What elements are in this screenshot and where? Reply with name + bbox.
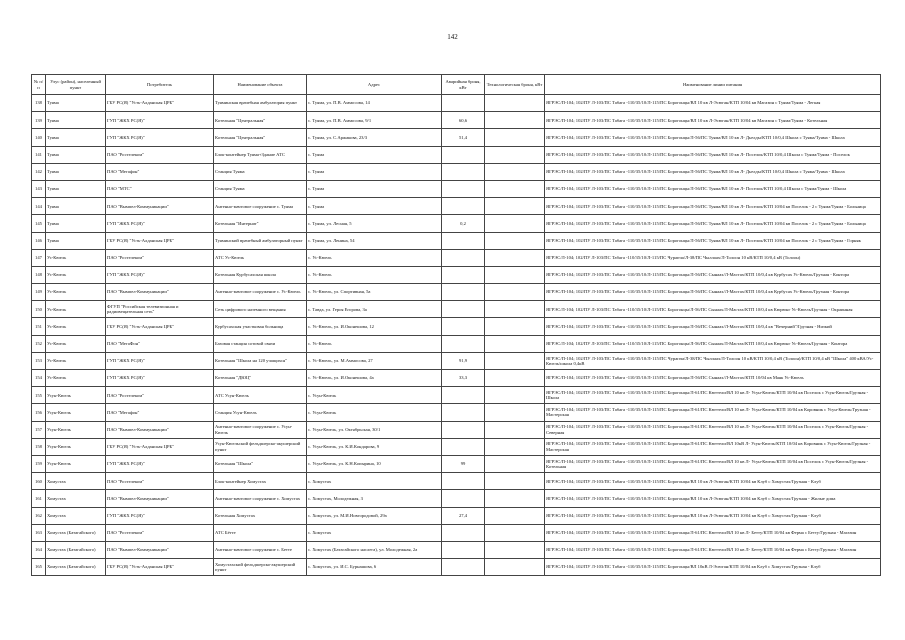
row-tech-power <box>485 524 545 541</box>
table-row <box>32 129 881 146</box>
row-supply-line: ЯГРЭС/П-104; 102/ПУ Л-103/ПС Табага -110/35/10/Л-115/ПС Борогонцы/Л-56/ПС Туяма/ВЛ 10 кв Л- Поселок/КТП 10/04 кв Поселок - 2 с Туяма/Туяма - Горняк <box>545 232 881 249</box>
table-body <box>32 95 881 576</box>
row-address: с. Ус-Кюель <box>307 335 442 352</box>
row-emergency-power <box>442 559 485 576</box>
row-consumer: ГУП "ЖКХ РС(Я)" <box>106 129 214 146</box>
row-emergency-power <box>442 335 485 352</box>
row-number: 141 <box>32 146 46 163</box>
table-row <box>32 284 881 301</box>
row-object: Котельная "ДЮЦ" <box>214 370 307 387</box>
table-row <box>32 370 881 387</box>
table-row <box>32 249 881 266</box>
row-object: Антенно-мачтовое сооружение с. Ус-Кюель <box>214 284 307 301</box>
table-row <box>32 301 881 318</box>
row-object: АТС Ус-Кюель <box>214 249 307 266</box>
row-number: 146 <box>32 232 46 249</box>
row-object: Сеть цифрового наземного вещания <box>214 301 307 318</box>
row-tech-power <box>485 249 545 266</box>
consumers-table <box>31 74 881 576</box>
row-tech-power <box>485 490 545 507</box>
row-consumer: ПАО "Вымпел-Коммуникации" <box>106 284 214 301</box>
row-ulus: Ус-Кюель <box>46 352 106 369</box>
row-address: с. Усун-Кюель <box>307 404 442 421</box>
row-ulus: Хомустах <box>46 507 106 524</box>
row-tech-power <box>485 180 545 197</box>
row-address: с. Усун-Кюель, ул. К.Н.Копырина, 10 <box>307 455 442 472</box>
row-address: с. Туяма <box>307 180 442 197</box>
row-address: с. Туяма, ул. Лесная, 5 <box>307 215 442 232</box>
row-emergency-power <box>442 95 485 112</box>
row-consumer: ПАО "Ростелеком" <box>106 387 214 404</box>
row-number: 154 <box>32 370 46 387</box>
row-tech-power <box>485 455 545 472</box>
row-tech-power <box>485 318 545 335</box>
row-number: 142 <box>32 163 46 180</box>
row-consumer: ГУП "ЖКХ РС(Я)" <box>106 112 214 129</box>
row-address: с. Ус-Кюель <box>307 249 442 266</box>
table-row <box>32 404 881 421</box>
row-supply-line: ЯГРЭС/П-104; 102/ПУ Л-103/ПС Табага -110/35/10/Л-115/ПС Борогонцы/Л-56/ПС Туяма/ВЛ 10 кв Л- Поселок/КТП 10/04 кв Поселок - 2 с Туяма/Туяма - Больница <box>545 215 881 232</box>
row-emergency-power <box>442 438 485 455</box>
row-object: Котельная "Центральная" <box>214 112 307 129</box>
row-object: Антенно-мачтовое сооружение с. Туяма <box>214 198 307 215</box>
row-consumer: ПАО "Ростелеком" <box>106 473 214 490</box>
row-number: 157 <box>32 421 46 438</box>
row-supply-line: ЯГРЭС/П-104; 102/ПУ Л-103/ПС Табага -110/35/10/Л-115/ПС Борогонцы/Л-56/ПС Сынаах/Л-Мастах/КТП 10/0,4 кв Курбусах Ус-Кюель/Грузная - Контора <box>545 284 881 301</box>
table-row <box>32 95 881 112</box>
row-ulus: Хомустах (Батагайского) <box>46 524 106 541</box>
table-row <box>32 198 881 215</box>
row-supply-line: ЯГРЭС/П-104; 102/ПУ Л-103/ПС Табага -110/35/10/Л-115/ПС Борогонцы/Л-61/ПС Кюттели/ВЛ 10 кв Л- Бетту/КТП 10/04 кв Ферма с Бетту/Грузная - Магазин <box>545 541 881 558</box>
row-address: с. Туяма <box>307 163 442 180</box>
row-tech-power <box>485 198 545 215</box>
row-consumer: ПАО "Ростелеком" <box>106 249 214 266</box>
header-supply-line: Наименование линии питания <box>545 75 881 95</box>
row-ulus: Хомустах <box>46 490 106 507</box>
row-consumer: ФГУП "Российская телевизионная и радиовещательная сеть" <box>106 301 214 318</box>
row-emergency-power <box>442 387 485 404</box>
row-consumer: ПАО "Вымпел-Коммуникации" <box>106 490 214 507</box>
row-address: с. Хомустах <box>307 524 442 541</box>
row-ulus: Туяма <box>46 198 106 215</box>
row-emergency-power <box>442 232 485 249</box>
row-emergency-power: 51,4 <box>442 129 485 146</box>
row-address: с. Туяма <box>307 146 442 163</box>
row-emergency-power <box>442 473 485 490</box>
row-tech-power <box>485 473 545 490</box>
row-ulus: Усун-Кюель <box>46 455 106 472</box>
table-row <box>32 524 881 541</box>
row-address: с. Хомустах, ул. М.И.Новгородовой, 29а <box>307 507 442 524</box>
row-address: с. Хомустах, Молодежная, 3 <box>307 490 442 507</box>
row-emergency-power <box>442 421 485 438</box>
row-object: Базовая станция сотовой связи <box>214 335 307 352</box>
row-consumer: ГУП "ЖКХ РС(Я)" <box>106 266 214 283</box>
row-ulus: Хомустах (Батагайского) <box>46 541 106 558</box>
row-emergency-power <box>442 198 485 215</box>
row-tech-power <box>485 129 545 146</box>
row-number: 140 <box>32 129 46 146</box>
row-ulus: Ус-Кюель <box>46 318 106 335</box>
row-supply-line: ЯГРЭС/П-104; 102/ПУ Л-103/ПС Табага -110/35/10/Л-115/ПС Борогонцы/Л-56/ПС Туяма/ВЛ 10 кв Л- Дьелды/КТП 10/0,4 Школа с Туяма/Туяма - Школа <box>545 129 881 146</box>
row-number: 143 <box>32 180 46 197</box>
row-emergency-power: 60,6 <box>442 112 485 129</box>
table-row <box>32 387 881 404</box>
row-tech-power <box>485 404 545 421</box>
row-ulus: Усун-Кюель <box>46 404 106 421</box>
row-number: 161 <box>32 490 46 507</box>
row-object: АТС Усун-Кюель <box>214 387 307 404</box>
row-address: с. Усун-Кюель, ул. Октябрьская, 30/1 <box>307 421 442 438</box>
page-number: 142 <box>447 33 458 41</box>
row-tech-power <box>485 421 545 438</box>
table-header-row <box>32 75 881 95</box>
row-emergency-power: 27,4 <box>442 507 485 524</box>
row-number: 151 <box>32 318 46 335</box>
row-supply-line: ЯГРЭС/П-104; 102/ПУ Л-103/ПС Табага -110/35/10/Л-115/ПС Борогонцы/Л-61/ПС Кюттели/ВЛ 10 кв Л- Усун-Кюель/КТП 10/04 кв Поселок с Усун-Кюель/Грузная - Котельная <box>545 455 881 472</box>
table-row <box>32 438 881 455</box>
row-object: Антенно-мачтовое сооружение с. Усун-Кюель <box>214 421 307 438</box>
header-ulus: Улус (район), населенный пункт <box>46 75 106 95</box>
header-tech-power: Технологическая броня, кВт <box>485 75 545 95</box>
row-ulus: Ус-Кюель <box>46 266 106 283</box>
header-num: № п/п <box>32 75 46 95</box>
row-address: с. Туяма, ул. П.В. Аммосова, 9/1 <box>307 112 442 129</box>
row-consumer: ГУП "ЖКХ РС(Я)" <box>106 455 214 472</box>
row-object: Курбусахская участковая больница <box>214 318 307 335</box>
row-object: Котельная "Интернат" <box>214 215 307 232</box>
table-row <box>32 455 881 472</box>
row-address: с. Ус-Кюель, ул. М.Аммосова, 27 <box>307 352 442 369</box>
row-object: Котельная "Центральная" <box>214 129 307 146</box>
row-tech-power <box>485 163 545 180</box>
row-supply-line: ЯГРЭС/П-104; 102/ПУ Л-103/ПС Табага -110/35/10/Л-115/ПС Борогонцы/Л-61/ПС Кюттели/ВЛ 10кВ Л- Усун-Кюель/КТП 10/04 кв Коровник с Усун-Кюель/Грузная - Мастерская <box>545 438 881 455</box>
row-object: АТС Бётте <box>214 524 307 541</box>
row-ulus: Ус-Кюель <box>46 301 106 318</box>
row-emergency-power <box>442 301 485 318</box>
row-consumer: ПАО "Вымпел-Коммуникации" <box>106 541 214 558</box>
row-address: с. Ус-Кюель <box>307 266 442 283</box>
row-number: 152 <box>32 335 46 352</box>
row-address: с. Туяма <box>307 198 442 215</box>
row-ulus: Ус-Кюель <box>46 249 106 266</box>
row-number: 150 <box>32 301 46 318</box>
row-supply-line: ЯГРЭС/П-104; 102/ПУ Л-103/ПС Табага -110/35/10/Л-115/ПС Борогонцы/Л-61/ПС Кюттели/ВЛ 10 кв Л- Усун-Кюель/КТП 10/04 кв Поселок с Усун-Кюель/Грузная - Школа <box>545 387 881 404</box>
table-row <box>32 421 881 438</box>
row-address: с. Тавда, ул. Героя Егорова, 3а <box>307 301 442 318</box>
row-object: Станция Туяма <box>214 180 307 197</box>
row-number: 164 <box>32 541 46 558</box>
row-tech-power <box>485 301 545 318</box>
row-object: Блок-контейнер Хомустах <box>214 473 307 490</box>
row-supply-line: ЯГРЭС/П-104; 102/ПУ Л-103/ПС Табага -110/35/10/Л-115/ПС Борогонцы/ВЛ 10 кв Л-Эсюган/КТП 10/04 кв Клуб с Хомустах/Грузная - Жилые дома <box>545 490 881 507</box>
table-row <box>32 146 881 163</box>
row-consumer: ПАО "Вымпел-Коммуникации" <box>106 198 214 215</box>
row-address: с. Туяма, ул. С.Аржакова, 23/3 <box>307 129 442 146</box>
row-ulus: Туяма <box>46 146 106 163</box>
row-ulus: Ус-Кюель <box>46 370 106 387</box>
row-consumer: ГБУ РС(Я) "Усть-Алданская ЦРБ" <box>106 232 214 249</box>
row-number: 158 <box>32 438 46 455</box>
header-object: Наименование объекта <box>214 75 307 95</box>
row-number: 153 <box>32 352 46 369</box>
row-tech-power <box>485 438 545 455</box>
row-supply-line: ЯГРЭС/П-104; 102/ПУ Л-103/ПС Табага -110/35/10/Л-115/ПС Чурапча/Л-38/ПС Чыллаах/Л-Толоон 10 кВ/КТП 10/0,4 кВ (Толоон)/КТП 10/0,4 кВ "Школа" 400 кВА/Ус-Кюель/школа 0,4кВ <box>545 352 881 369</box>
row-supply-line: ЯГРЭС/П-104; 102/ПУ Л-103/ПС Табага -110/35/10/Л-115/ПС Борогонцы/Л-61/ПС Кюттели/ВЛ 10 кв Л- Усун-Кюель/КТП 10/04 кв Коровник с Усун-Кюель/Грузная - Мастерская <box>545 404 881 421</box>
row-supply-line: ЯГРЭС/П-104; 102/ПУ Л-103/ПС Табага -110/35/10/Л-115/ПС Борогонцы/Л-56/ПС Туяма/ВЛ 10 кв Л- Поселок/КТП 10/0,4 Школа с Туяма/Туяма - Школа <box>545 180 881 197</box>
row-address: с. Хомустах, ул. И.С. Бурнашова, 6 <box>307 559 442 576</box>
row-consumer: ПАО "Ростелеком" <box>106 146 214 163</box>
table-row <box>32 232 881 249</box>
row-tech-power <box>485 335 545 352</box>
row-address: с. Туяма, ул. Ленина, 54 <box>307 232 442 249</box>
row-object: Станция Усун-Кюель <box>214 404 307 421</box>
row-address: с. Хомустах (Батагайского наслега), ул. Молодежная, 2а <box>307 541 442 558</box>
row-supply-line: ЯГРЭС/П-104; 102/ПУ Л-103/ПС Табага -110/35/10/Л-115/ПС Борогонцы/Л-56/ПС Сынаах/Л-Мастах/КТП 10/0,4 кв Курбусах Ус-Кюель/Грузная - Контора <box>545 266 881 283</box>
row-supply-line: ЯГРЭС/Л-104; 102/ПУ Л-103/ПС Табага -110/35/10/Л-115/ПС Чурапча/Л-38/ПС Чыллаах/Л-Толоон 10 кВ/КТП 10/0,4 кВ (Толоон) <box>545 249 881 266</box>
row-object: Хомустахский фельдшерско-акушерский пункт <box>214 559 307 576</box>
table-row <box>32 473 881 490</box>
row-object: Котельная "Школа" <box>214 455 307 472</box>
row-tech-power <box>485 95 545 112</box>
row-supply-line: ЯГРЭС/Л-104; 102/ПУ Л-103/ПС Табага -110/35/10/Л-115/ПС Борогонцы/Л-56/ПС Сынаах/Л-Мастах/КТП 10/0,4 кв Кюрюнг Ус-Кюель/Грузная - Окраинная <box>545 301 881 318</box>
table-row <box>32 490 881 507</box>
row-supply-line: ЯГРЭС/П-104; 102/ПУ Л-103/ПС Табага -110/35/10/Л-115/ПС Борогонцы/Л-56/ПС Сынаах/Л-Мастах/КТП 10/0,4 кв "Вечерний"/Грузная - Низкий <box>545 318 881 335</box>
table-row <box>32 163 881 180</box>
row-consumer: ГУП "ЖКХ РС(Я)" <box>106 370 214 387</box>
row-number: 163 <box>32 524 46 541</box>
row-supply-line: ЯГРЭС/П-104; 102/ПУ Л-103/ПС Табага -110/35/10/Л-115/ПС Борогонцы/Л-61/ПС Кюттели/ВЛ 10 кв Л- Бетту/КТП 10/04 кв Ферма с Бетту/Грузная - Магазин <box>545 524 881 541</box>
row-tech-power <box>485 559 545 576</box>
row-supply-line: ЯГРЭС/П-104; 102/ПУ Л-103/ПС Табага -110/35/10/Л-115/ПС Борогонцы/ВЛ 10 кв Л-Эсюган/КТП 10/04 кв Магазин с Туяма/Туяма - Котельная <box>545 112 881 129</box>
row-address: с. Усун-Кюель, ул. К.И.Кондарова, 9 <box>307 438 442 455</box>
row-address: с. Ус-Кюель, ул. И.Оконешова, 4а <box>307 370 442 387</box>
row-tech-power <box>485 284 545 301</box>
table-row <box>32 335 881 352</box>
row-tech-power <box>485 112 545 129</box>
row-consumer: ПАО "МТС" <box>106 180 214 197</box>
row-consumer: ГУП "ЖКХ РС(Я)" <box>106 352 214 369</box>
row-emergency-power <box>442 318 485 335</box>
row-tech-power <box>485 146 545 163</box>
table-row <box>32 318 881 335</box>
row-consumer: ГБУ РС(Я) "Усть-Алданская ЦРБ" <box>106 95 214 112</box>
row-emergency-power <box>442 284 485 301</box>
row-emergency-power: 0,2 <box>442 215 485 232</box>
row-emergency-power <box>442 490 485 507</box>
row-supply-line: ЯГРЭС/Л-104; 102/ПУ Л-103/ПС Табага -110/35/10/Л-115/ПС Борогонцы/Л-56/ПС Сынаах/Л-Мастах/КТП 10/0,4 кв Кюрюнг Ус-Кюель/Грузная - Контора <box>545 335 881 352</box>
row-number: 159 <box>32 455 46 472</box>
row-number: 160 <box>32 473 46 490</box>
row-ulus: Усун-Кюель <box>46 387 106 404</box>
row-tech-power <box>485 387 545 404</box>
row-emergency-power: 91,9 <box>442 352 485 369</box>
row-object: Туяминская врачебная амбулатория пункт <box>214 95 307 112</box>
row-emergency-power <box>442 163 485 180</box>
row-emergency-power <box>442 541 485 558</box>
row-number: 145 <box>32 215 46 232</box>
row-number: 139 <box>32 112 46 129</box>
row-object: Туяминский врачебный амбулаторный пункт <box>214 232 307 249</box>
row-address: с. Ус-Кюель, ул. Спортивная, 5а <box>307 284 442 301</box>
row-address: с. Усун-Кюель <box>307 387 442 404</box>
row-tech-power <box>485 507 545 524</box>
row-ulus: Ус-Кюель <box>46 284 106 301</box>
row-supply-line: ЯГРЭС/П-104; 102/ПУ Л-103/ПС Табага -110/35/10/Л-115/ПС Борогонцы/ВЛ 10 кв Л-Эсюган/КТП 10/04 кв Клуб с Хомустах/Грузная - Клуб <box>545 473 881 490</box>
row-ulus: Туяма <box>46 112 106 129</box>
row-number: 147 <box>32 249 46 266</box>
row-consumer: ГУП "ЖКХ РС(Я)" <box>106 215 214 232</box>
row-ulus: Хомустах <box>46 473 106 490</box>
row-supply-line: ЯГРЭС/П-104; 102/ПУ Л-103/ПС Табага -110/35/10/Л-115/ПС Борогонцы/Л-56/ПС Туяма/ВЛ 10 кв Л- Поселок/КТП 10/04 кв Поселок - 2 с Туяма/Туяма - Больница <box>545 198 881 215</box>
row-supply-line: ЯГРЭС/П-104; 102/ПУ Л-103/ПС Табага -110/35/10/Л-115/ПС Борогонцы/Л-61/ПС Кюттели/ВЛ 10 кв Л- Усун-Кюель/КТП 10/04 кв Поселок с Усун-Кюель/Грузная - Северная <box>545 421 881 438</box>
row-supply-line: ЯГРЭС/П-104; 102/ПУ Л-103/ПС Табага -110/35/10/Л-115/ПС Борогонцы/ВЛ 10 кв Л-Эсюган/КТП 10/04 кв Магазин с Туяма/Туяма - Легкая <box>545 95 881 112</box>
header-address: Адрес <box>307 75 442 95</box>
row-emergency-power <box>442 180 485 197</box>
row-consumer: ПАО "Вымпел-Коммуникации" <box>106 421 214 438</box>
row-ulus: Туяма <box>46 232 106 249</box>
row-consumer: ГБУ РС(Я) "Усть-Алданская ЦРБ" <box>106 559 214 576</box>
row-number: 148 <box>32 266 46 283</box>
table-row <box>32 507 881 524</box>
row-emergency-power: 33,3 <box>442 370 485 387</box>
row-emergency-power <box>442 404 485 421</box>
row-consumer: ГБУ РС(Я) "Усть-Алданская ЦРБ" <box>106 438 214 455</box>
row-tech-power <box>485 232 545 249</box>
table-row <box>32 559 881 576</box>
table-row <box>32 215 881 232</box>
row-ulus: Усун-Кюель <box>46 421 106 438</box>
row-number: 155 <box>32 387 46 404</box>
row-object: Антенно-мачтовое сооружение с. Бетте <box>214 541 307 558</box>
row-ulus: Туяма <box>46 163 106 180</box>
row-object: Котельная Курбусахская школа <box>214 266 307 283</box>
row-consumer: ПАО "Ростелеком" <box>106 524 214 541</box>
table-row <box>32 352 881 369</box>
row-number: 144 <box>32 198 46 215</box>
row-ulus: Туяма <box>46 129 106 146</box>
row-supply-line: ЯГРЭС/П-104; 102/ПУ Л-103/ПС Табага -110/35/10/Л-115/ПС Борогонцы/Л-56/ПС Сынаах/Л-Мастах/КТП 10/04 кв Маяк Ус-Кюель <box>545 370 881 387</box>
row-ulus: Туяма <box>46 95 106 112</box>
row-object: Блок-контейнер Туяма+Здание АТС <box>214 146 307 163</box>
row-ulus: Туяма <box>46 180 106 197</box>
row-address: с. Туяма, ул. П.В. Аммосова, 14 <box>307 95 442 112</box>
row-emergency-power <box>442 266 485 283</box>
row-emergency-power <box>442 249 485 266</box>
row-object: Котельная Хомустах <box>214 507 307 524</box>
row-supply-line: ЯГРЭС/П-104; 102/ПУ Л-103/ПС Табага -110/35/10/Л-115/ПС Борогонцы/ВЛ 10 кв Л-Эсюган/КТП 10/04 кв Клуб с Хомустах/Грузная - Клуб <box>545 507 881 524</box>
row-number: 162 <box>32 507 46 524</box>
table-row <box>32 180 881 197</box>
row-ulus: Туяма <box>46 215 106 232</box>
row-object: Станция Туяма <box>214 163 307 180</box>
row-number: 149 <box>32 284 46 301</box>
row-tech-power <box>485 370 545 387</box>
row-emergency-power: 99 <box>442 455 485 472</box>
row-emergency-power <box>442 524 485 541</box>
table-row <box>32 112 881 129</box>
row-tech-power <box>485 266 545 283</box>
row-tech-power <box>485 215 545 232</box>
row-number: 138 <box>32 95 46 112</box>
row-ulus: Усун-Кюель <box>46 438 106 455</box>
header-emergency-power: Аварийная броня, кВт <box>442 75 485 95</box>
row-consumer: ПАО "МегаФон" <box>106 335 214 352</box>
row-consumer: ГУП "ЖКХ РС(Я)" <box>106 507 214 524</box>
row-number: 165 <box>32 559 46 576</box>
row-address: с. Ус-Кюель, ул. И.Оконешова, 12 <box>307 318 442 335</box>
row-supply-line: ЯГРЭС/П-104; 102/ПУ Л-103/ПС Табага -110/35/10/Л-115/ПС Борогонцы/Л-56/ПС Туяма/ВЛ 10 кв Л- Поселок/КТП 10/0,4 Школа с Туяма/Туяма - Поселок <box>545 146 881 163</box>
table-row <box>32 266 881 283</box>
row-object: Антенно-мачтовое сооружение с. Хомустах <box>214 490 307 507</box>
row-ulus: Ус-Кюель <box>46 335 106 352</box>
row-object: Котельная "Школа на 120 учащихся" <box>214 352 307 369</box>
row-address: с. Хомустах <box>307 473 442 490</box>
row-emergency-power <box>442 146 485 163</box>
row-object: Усун-Кюельский фельдшерско-акушерский пункт <box>214 438 307 455</box>
row-consumer: ГБУ РС(Я) "Усть-Алданская ЦРБ" <box>106 318 214 335</box>
row-consumer: ПАО "Мегафон" <box>106 163 214 180</box>
table-row <box>32 541 881 558</box>
header-consumer: Потребитель <box>106 75 214 95</box>
row-tech-power <box>485 352 545 369</box>
row-supply-line: ЯГРЭС/П-104; 102/ПУ Л-103/ПС Табага -110/35/10/Л-115/ПС Борогонцы/ВЛ 10кВ Л-Эсюган/КТП 10/04 кв Клуб с Хомустах/Грузная - Клуб <box>545 559 881 576</box>
row-number: 156 <box>32 404 46 421</box>
row-supply-line: ЯГРЭС/П-104; 102/ПУ Л-103/ПС Табага -110/35/10/Л-115/ПС Борогонцы/Л-56/ПС Туяма/ВЛ 10 кв Л- Дьелды/КТП 10/0,4 Школа с Туяма/Туяма - Школа <box>545 163 881 180</box>
row-ulus: Хомустах (Батагайского) <box>46 559 106 576</box>
row-consumer: ПАО "Мегафон" <box>106 404 214 421</box>
row-tech-power <box>485 541 545 558</box>
